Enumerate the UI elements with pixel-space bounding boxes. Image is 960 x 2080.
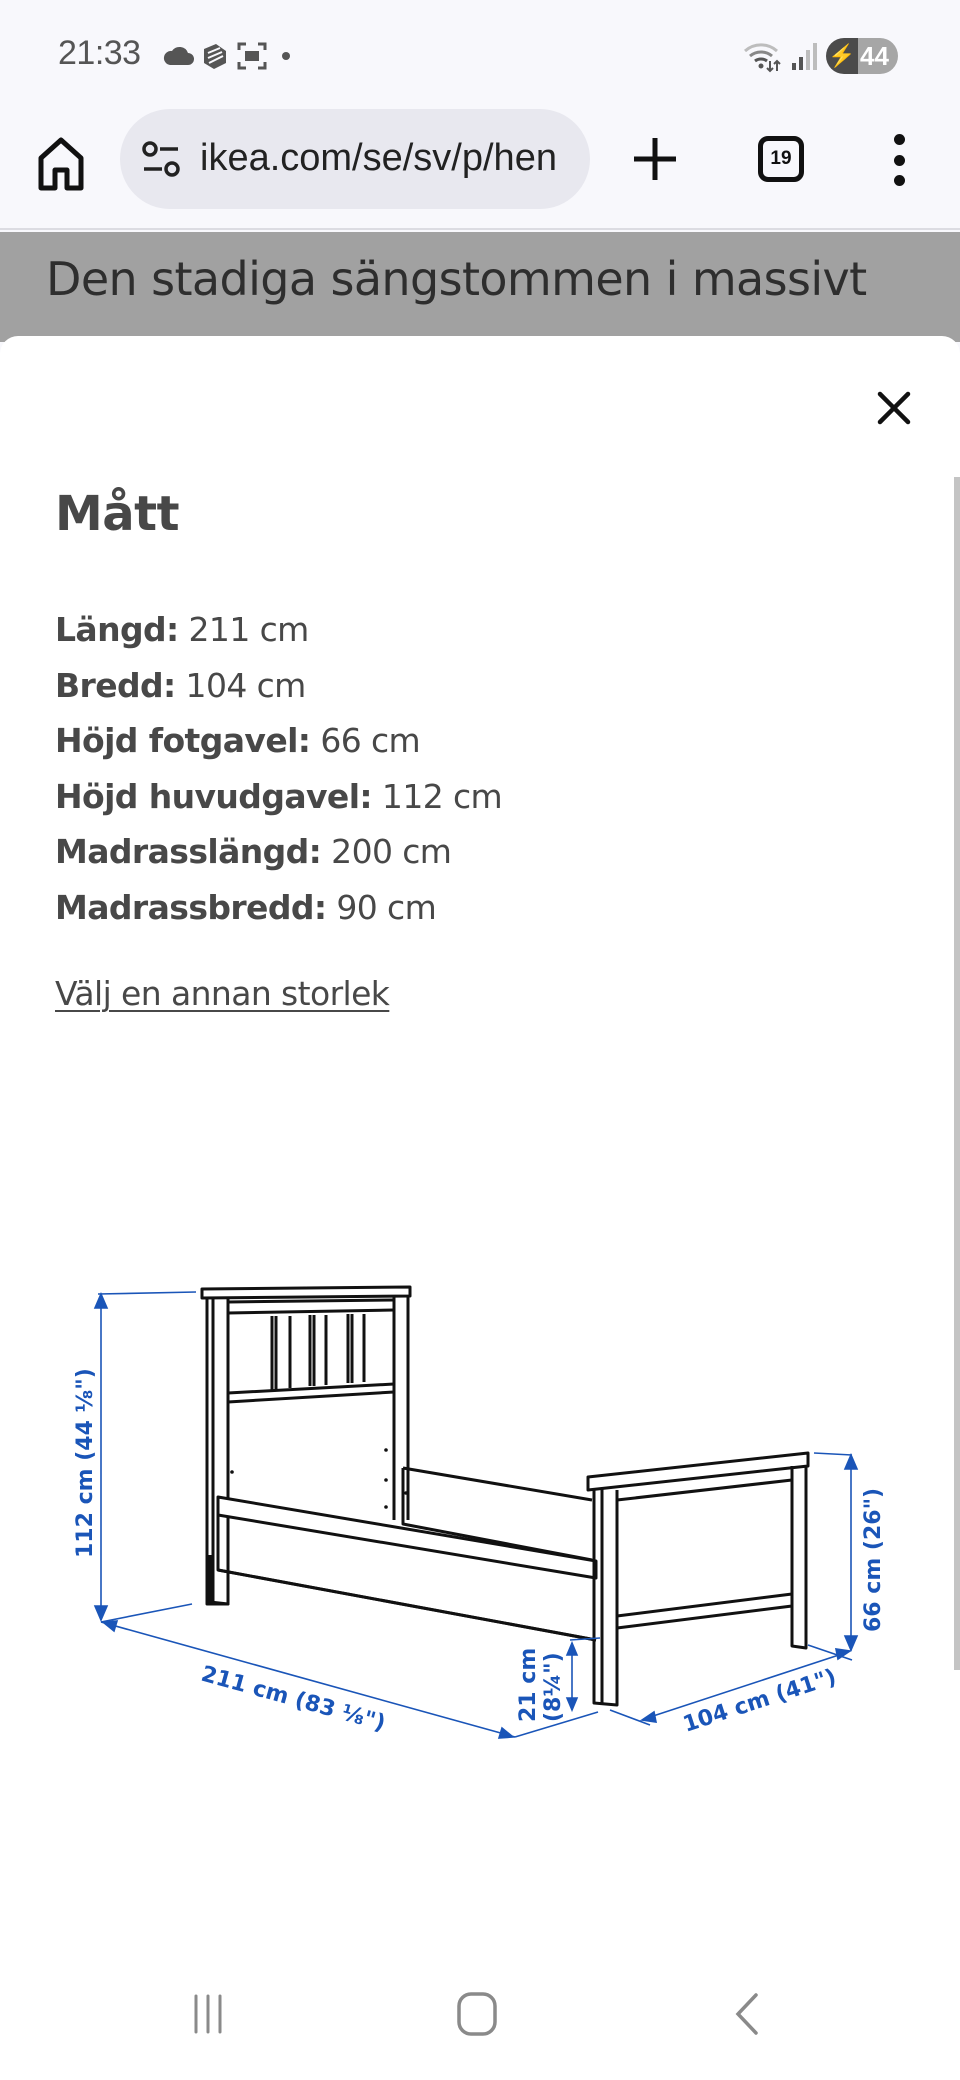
charging-bolt-icon: ⚡	[826, 38, 858, 74]
label-clearance-inches: (8¼")	[541, 1652, 566, 1722]
home-icon[interactable]	[36, 136, 86, 192]
battery-level: 44	[858, 38, 898, 74]
tab-count: 19	[770, 148, 792, 169]
label-width: 104 cm (41")	[680, 1664, 840, 1738]
choose-other-size-link[interactable]: Välj en annan storlek	[55, 974, 390, 1013]
system-icons	[742, 38, 898, 74]
notification-icons	[162, 40, 298, 72]
recent-apps-icon	[188, 1992, 228, 2036]
wifi-icon	[742, 39, 782, 73]
dimension-mattress-length: Madrasslängd: 200 cm	[55, 832, 452, 871]
label-headboard-height: 112 cm (44 ⅛")	[73, 1368, 98, 1558]
page-backdrop[interactable]	[0, 232, 960, 342]
modal-title: Mått	[55, 486, 180, 542]
dimensions-modal	[0, 336, 960, 1936]
battery-indicator	[826, 38, 898, 74]
new-tab-icon[interactable]	[630, 134, 680, 184]
label-length: 211 cm (83 ⅛")	[198, 1661, 389, 1737]
bed-dimension-illustration	[0, 1246, 960, 1766]
dimension-mattress-width: Madrassbredd: 90 cm	[55, 887, 437, 927]
home-button[interactable]	[447, 1984, 507, 2044]
close-button[interactable]	[868, 382, 920, 434]
label-footboard-height: 66 cm (26")	[861, 1487, 886, 1632]
recent-apps-button[interactable]	[178, 1984, 238, 2044]
dot-icon	[274, 46, 298, 66]
screenshot-icon	[236, 40, 268, 72]
back-button[interactable]	[716, 1984, 776, 2044]
more-menu-icon[interactable]	[888, 134, 910, 186]
label-clearance: 21 cm	[516, 1647, 541, 1722]
status-time: 21:33	[58, 34, 141, 72]
shield-stack-icon	[200, 41, 230, 71]
address-bar[interactable]	[120, 109, 590, 209]
close-icon	[877, 391, 911, 425]
tab-switcher-button[interactable]	[758, 136, 804, 182]
dimension-length: Längd: 211 cm	[55, 610, 309, 649]
system-nav-bar	[0, 1936, 960, 2080]
site-settings-icon[interactable]	[140, 139, 182, 179]
home-pill-icon	[455, 1991, 499, 2037]
status-bar	[0, 0, 960, 108]
url-text[interactable]: ikea.com/se/sv/p/hen	[200, 137, 557, 179]
dimension-width: Bredd: 104 cm	[55, 665, 306, 705]
signal-icon	[790, 41, 818, 71]
cloud-icon	[162, 45, 194, 67]
dimension-footboard-height: Höjd fotgavel: 66 cm	[55, 721, 421, 760]
back-chevron-icon	[728, 1991, 764, 2037]
product-headline: Den stadiga sängstommen i massivt	[46, 252, 867, 306]
dimension-list	[55, 602, 502, 935]
browser-toolbar	[0, 108, 960, 230]
dimension-headboard-height: Höjd huvudgavel: 112 cm	[55, 776, 503, 816]
